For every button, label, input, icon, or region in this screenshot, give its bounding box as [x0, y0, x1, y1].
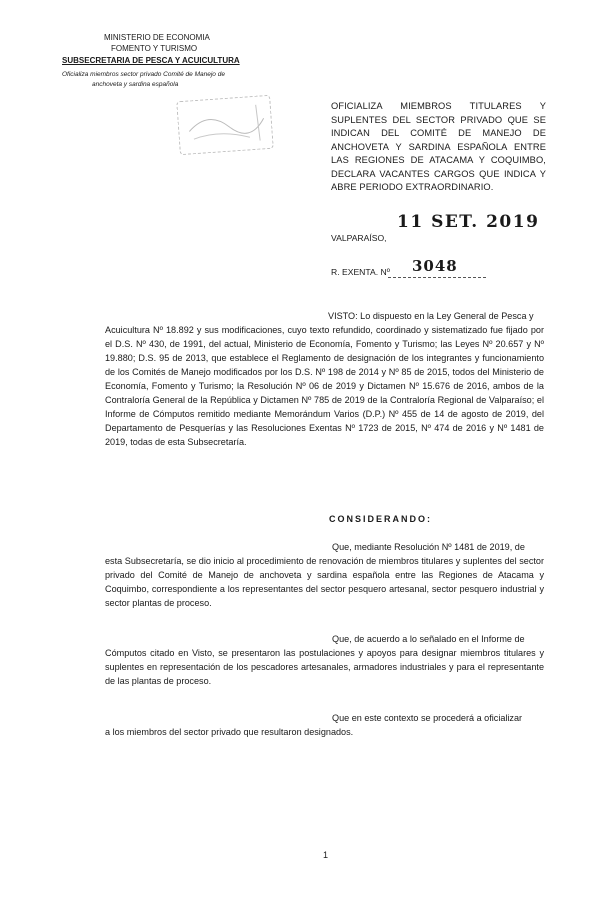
page-number: 1: [323, 850, 329, 860]
ministry-line-1: MINISTERIO DE ECONOMIA: [104, 33, 210, 42]
stamp-icon: [177, 96, 272, 154]
resolution-number-line: [388, 276, 486, 278]
place-label: VALPARAÍSO,: [331, 233, 387, 243]
considerando-2-opening: Que, de acuerdo a lo señalado en el Informe de: [332, 634, 525, 644]
considerando-3-paragraph: a los miembros del sector privado que resultaron designados.: [105, 727, 354, 737]
official-stamp-mark: [176, 95, 274, 155]
visto-paragraph: Acuicultura Nº 18.892 y sus modificaciones, cuyo texto refundido, coordinado y sistematizado fue fijado por el D.S. Nº 430, de 1991, del actual, Ministerio de Economía, Fomento y Turismo; las Leyes Nº 20.657 y Nº 19.880; D.S. 95 de 2013, que establece el Reglamento de designación de los integrantes y funcionamiento de los Comités de Manejo modificados por los D.S. Nº 198 de 2014 y Nº 85 de 2015, todos del Ministerio de Economía, Fomento y Turismo; la Resolución Nº 06 de 2019 y Dictamen Nº 15.676 de 2016, ambos de la Contraloría General de la República y Dictamen Nº 785 de 2019 de la Contraloría Regional de Valparaíso; el Informe de Cómputos remitido mediante Memorándum Varios (D.P.) Nº 455 de 14 de agosto de 2019, del Departamento de Pesquerías y las Resoluciones Exentas Nº 1723 de 2015, Nº 474 de 2016 y Nº 1481 de 2019, todas de esta Subsecretaría.: [105, 325, 544, 447]
resolution-label: R. EXENTA. Nº: [331, 267, 390, 277]
reference-line-1: Oficializa miembros sector privado Comité de Manejo de: [62, 71, 225, 78]
subsecretaria-heading: SUBSECRETARIA DE PESCA Y ACUICULTURA: [62, 56, 240, 65]
considerando-3-opening: Que en este contexto se procederá a oficializar: [332, 713, 523, 723]
reference-line-2: anchoveta y sardina española: [92, 81, 179, 88]
considerando-1-paragraph: esta Subsecretaría, se dio inicio al procedimiento de renovación de miembros titulares y suplentes del sector privado del Comité de Manejo de anchoveta y sardina española entre las Regiones de Atacama y Coquimbo, correspondiente a los representantes del sector pesquero artesanal, sector pesquero industrial y sector plantas de proceso.: [105, 556, 544, 608]
resolution-number: 3048: [412, 257, 458, 275]
considerando-2-paragraph: Cómputos citado en Visto, se presentaron las postulaciones y apoyos para designar miembros titulares y suplentes en representación de los pescadores artesanales, armadores industriales y para el representante de las plantas de proceso.: [105, 648, 544, 686]
considerando-1-opening: Que, mediante Resolución Nº 1481 de 2019, de: [332, 542, 525, 552]
date-stamp: 11 SET. 2019: [397, 212, 540, 232]
ministry-line-2: FOMENTO Y TURISMO: [111, 44, 198, 53]
visto-opening: VISTO: Lo dispuesto en la Ley General de Pesca y: [328, 311, 534, 321]
considerando-heading: CONSIDERANDO:: [329, 514, 433, 524]
resolution-title: OFICIALIZA MIEMBROS TITULARES Y SUPLENTES DEL SECTOR PRIVADO QUE SE INDICAN DEL COMITÉ DE MANEJO DE ANCHOVETA Y SARDINA ESPAÑOLA ENTRE LAS REGIONES DE ATACAMA Y COQUIMBO, DECLARA VACANTES CARGOS QUE INDICA Y ABRE PERIODO EXTRAORDINARIO.: [331, 101, 546, 192]
